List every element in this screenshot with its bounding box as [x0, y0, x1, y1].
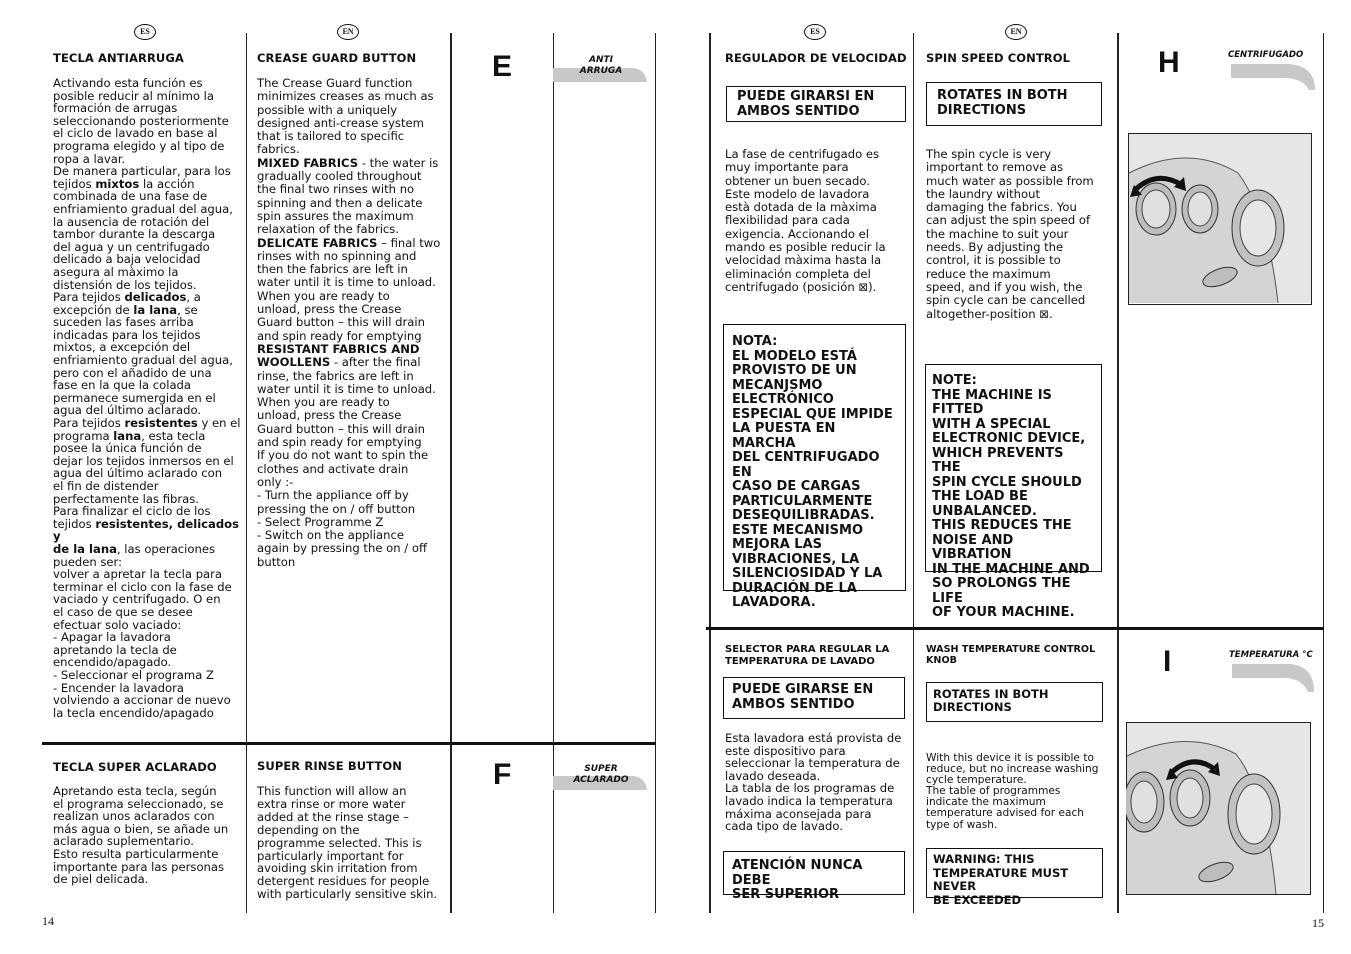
en-body-temperature: With this device it is possible to reduce, but no increase washing cycle temperature. The table of programmes indicate the maximum temperature advised for each type of wash. — [926, 752, 1099, 831]
en-heading-temperature-knob: WASH TEMPERATURE CONTROL KNOB — [926, 644, 1096, 666]
anti-arruga-tab: ANTI ARRUGA — [553, 52, 649, 82]
en-rotation-box: ROTATES IN BOTH DIRECTIONS — [926, 82, 1102, 126]
es-body-antiarruga: Activando esta función es posible reducir al mínimo la formación de arrugas seleccionando posteriormente el ciclo de lavado en base al programa elegido y al tipo de ropa a lavar. De manera particular, para los tejidos mixtos la acción combinada de una fase de enfriamiento gradual del agua, la ausencia de rotación del tambor durante la descarga del agua y un centrifugado delicado a baja velocidad asegura al màximo la distensión de los tejidos. Para tejidos delicados, a excepción de la lana, se suceden las fases arriba indicadas para los tejidos mixtos, a excepción del enfriamiento gradual del agua, pero con el añadido de una fase en la que la colada permanece sumergida en el agua del último aclarado. Para tejidos resistentes y en el programa lana, esta tecla posee la única función de dejar los tejidos inmersos en el agua del último aclarado con el fin de distender perfectamente las fibras. Para finalizar el ciclo de los tejidos resistentes, delicados y de la lana, las operaciones pueden ser: volver a apretar la tecla para terminar el ciclo con la fase de vaciado y centrifugado. O en el caso de que se desee efectuar solo vaciado: - Apagar la lavadora apretando la tecla de encendido/apagado. - Seleccionar el programa Z - Encender la lavadora volviendo a accionar de nuevo la tecla encendido/apagado — [53, 76, 241, 720]
en-heading-super-rinse: SUPER RINSE BUTTON — [257, 759, 402, 773]
en-heading-crease-guard: CREASE GUARD BUTTON — [257, 51, 417, 65]
section-letter-h: H — [1158, 46, 1180, 79]
flag-en-icon: EN — [1005, 24, 1027, 40]
es-note-box: NOTA: EL MODELO ESTÁ PROVISTO DE UN MECANJSMO ELECTRÓNICO ESPECIAL QUE IMPIDE LA PUESTA EN MARCHA DEL CENTRIFUGADO EN CASO DE CARGAS PARTICULARMENTE DESEQUILIBRADAS. ESTE MECANISMO MEJORA LAS VIBRACIONES, LA SILENCIOSIDAD Y LA DURACIÓN DE LA LAVADORA. — [723, 324, 906, 591]
es-body-temperature: Esta lavadora está provista de este dispositivo para seleccionar la temperatura de lavado deseada. La tabla de los programas de lavado indica la temperatura máxima aconsejada para cada tipo de lavado. — [725, 731, 902, 834]
es-rotation-box: PUEDE GIRARSI EN AMBOS SENTIDO — [726, 86, 906, 122]
section-divider — [706, 627, 1324, 630]
es-heading-regulador: REGULADOR DE VELOCIDAD — [725, 51, 907, 65]
es-rotation-box-temp: PUEDE GIRARSE EN AMBOS SENTIDO — [723, 677, 905, 719]
en-rotation-box-temp: ROTATES IN BOTH DIRECTIONS — [926, 682, 1103, 722]
es-heading-antiarruga: TECLA ANTIARRUGA — [53, 51, 184, 65]
page-number-right: 15 — [1312, 916, 1324, 930]
section-letter-i: I — [1163, 645, 1172, 678]
es-warning-box: ATENCIÓN NUNCA DEBE SER SUPERIOR — [723, 851, 905, 895]
flag-es-icon: ES — [134, 24, 156, 40]
section-divider — [42, 742, 656, 745]
temperatura-tab: TEMPERATURA °C — [1228, 648, 1318, 693]
es-heading-super-aclarado: TECLA SUPER ACLARADO — [53, 760, 217, 774]
flag-en-icon: EN — [337, 24, 359, 40]
section-letter-f: F — [493, 758, 512, 791]
super-aclarado-tab: SUPER ACLARADO — [553, 762, 649, 792]
section-letter-e: E — [492, 50, 513, 83]
en-warning-box: WARNING: THIS TEMPERATURE MUST NEVER BE EXCEEDED — [926, 848, 1103, 898]
en-body-spin-speed: The spin cycle is very important to remove as much water as possible from the laundry without damaging the fabrics. You can adjust the spin speed of the machine to suit your needs. By adjusting the control, it is possible to reduce the maximum speed, and if you wish, the spin cycle can be cancelled altogether-position ⊠. — [926, 147, 1094, 321]
temperature-knob-illustration — [1126, 722, 1311, 895]
en-body-crease-guard: The Crease Guard function minimizes creases as much as possible with a uniquely designed anti-crease system that is tailored to specific fabrics. MIXED FABRICS - the water is gradually cooled throughout the final two rinses with no spinning and then a delicate spin assures the maximum relaxation of the fabrics. DELICATE FABRICS – final two rinses with no spinning and then the fabrics are left in water until it is time to unload. When you are ready to unload, press the Crease Guard button – this will drain and spin ready for emptying RESISTANT FABRICS AND WOOLLENS - after the final rinse, the fabrics are left in water until it is time to unload. When you are ready to unload, press the Crease Guard button – this will drain and spin ready for emptying If you do not want to spin the clothes and activate drain only :- - Turn the appliance off by pressing the on / off button - Select Programme Z - Switch on the appliance again by pressing the on / off button — [257, 76, 441, 569]
es-body-super-aclarado: Apretando esta tecla, según el programa seleccionado, se realizan unos aclarados con más agua o bien, se añade un aclarado suplementario. Esto resulta particularmente importante para las personas de piel delicada. — [53, 784, 229, 887]
es-heading-temperature-selector: SELECTOR PARA REGULAR LA TEMPERATURA DE LAVADO — [725, 644, 890, 667]
es-body-regulador: La fase de centrifugado es muy importante para obtener un buen secado. Este modelo de lavadora està dotada de la màxima flexibilidad para cada exigencia. Accionando el mando es posible reducir la velocidad màxima hasta la eliminación completa del centrifugado (posición ⊠). — [725, 147, 886, 294]
flag-es-icon: ES — [804, 24, 826, 40]
en-heading-spin-speed: SPIN SPEED CONTROL — [926, 51, 1071, 65]
centrifugado-tab: CENTRIFUGADO — [1223, 48, 1318, 93]
spin-knob-illustration — [1128, 133, 1312, 305]
page-number-left: 14 — [42, 914, 54, 928]
en-note-box: NOTE: THE MACHINE IS FITTED WITH A SPECIAL ELECTRONIC DEVICE, WHICH PREVENTS THE SPIN CYCLE SHOULD THE LOAD BE UNBALANCED. THIS REDUCES THE NOISE AND VIBRATION IN THE MACHINE AND SO PROLONGS THE LIFE OF YOUR MACHINE. — [925, 364, 1102, 572]
en-body-super-rinse: This function will allow an extra rinse or more water added at the rinse stage – depending on the programme selected. This is particularly important for avoiding skin irritation from detergent residues for people with particularly sensitive skin. — [257, 784, 438, 902]
